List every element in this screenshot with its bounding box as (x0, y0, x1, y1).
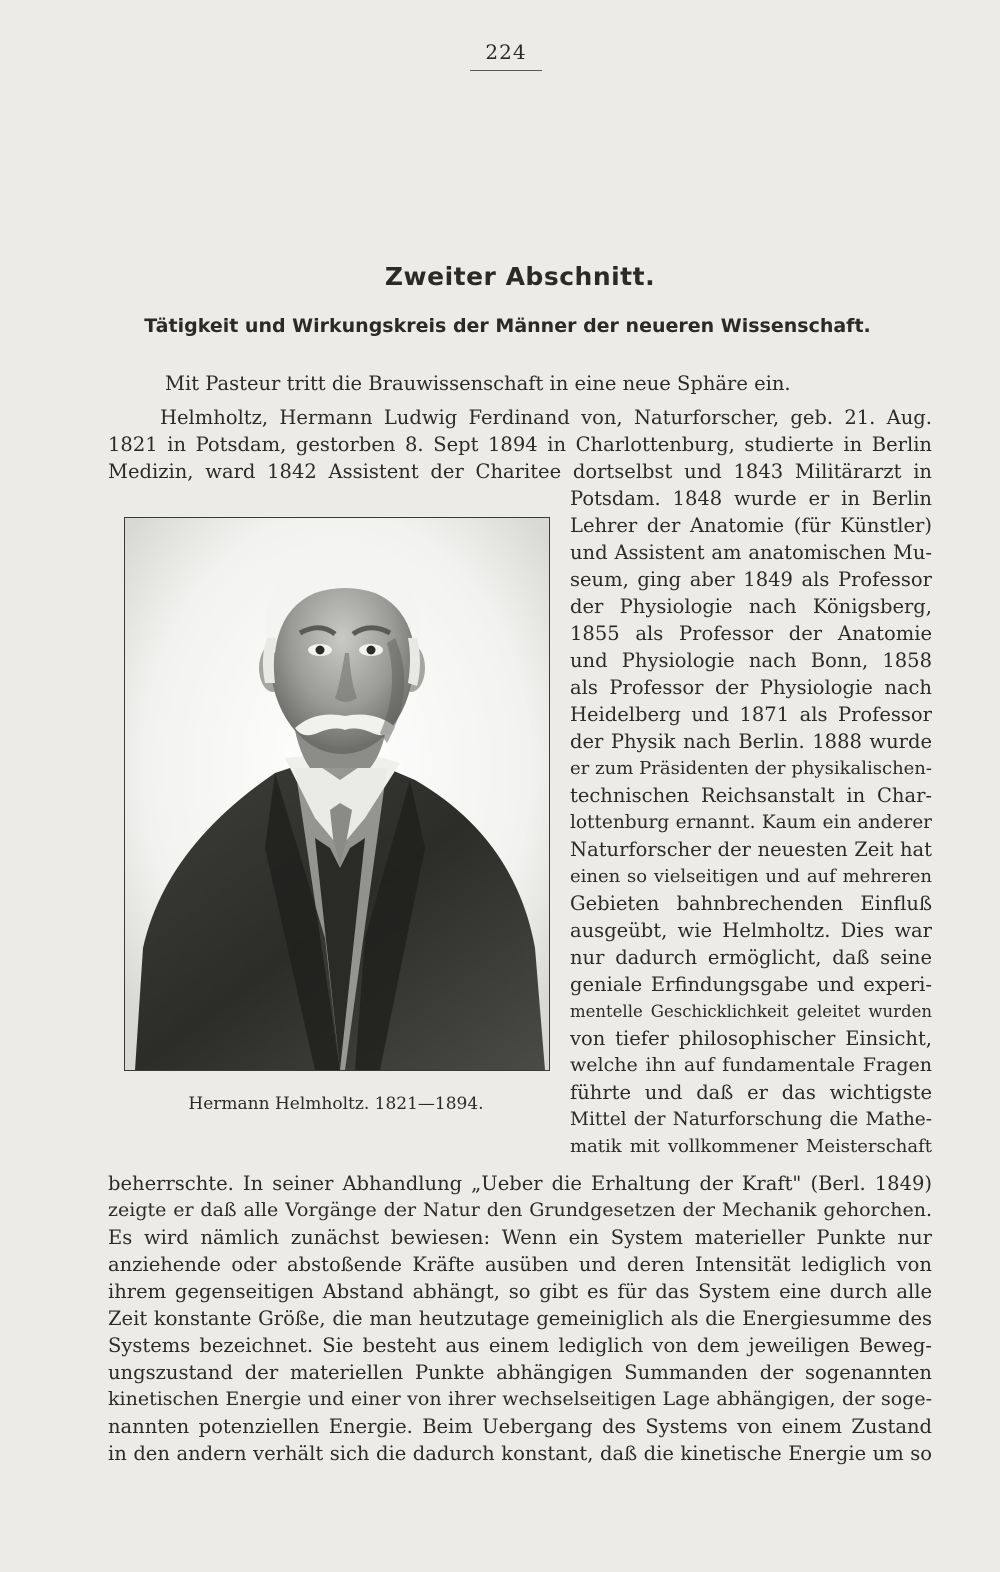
column-line: Gebieten bahnbrechenden Einfluß (570, 892, 932, 915)
column-line: nur dadurch ermöglicht, daß seine (570, 946, 932, 969)
column-line: matik mit vollkommener Meisterschaft (570, 1136, 932, 1157)
column-line: einen so vielseitigen und auf mehreren (570, 866, 932, 887)
paragraph-line: nannten potenziellen Energie. Beim Uebergang des Systems von einem Zustand (108, 1415, 932, 1438)
paragraph-line: in den andern verhält sich die dadurch konstant, daß die kinetische Energie um so (108, 1442, 932, 1465)
paragraph-line: zeigte er daß alle Vorgänge der Natur den Grundgesetzen der Mechanik gehorchen. (108, 1199, 932, 1221)
paragraph-line: 1821 in Potsdam, gestorben 8. Sept 1894 in Charlottenburg, studierte in Berlin (108, 433, 932, 456)
column-line: er zum Präsidenten der physikalischen- (570, 758, 932, 779)
column-line: welche ihn auf fundamentale Fragen (570, 1054, 932, 1076)
column-line: Lehrer der Anatomie (für Künstler) (570, 514, 932, 537)
section-subtitle: Tätigkeit und Wirkungskreis der Männer der neueren Wissenschaft. (144, 315, 871, 337)
column-line: Mittel der Naturforschung die Mathe- (570, 1109, 932, 1130)
portrait-figure (124, 517, 550, 1071)
column-line: Naturforscher der neuesten Zeit hat (570, 838, 932, 861)
paragraph-line: Systems bezeichnet. Sie besteht aus einem lediglich von dem jeweiligen Beweg- (108, 1334, 932, 1357)
paragraph-line: anziehende oder abstoßende Kräfte ausüben und deren Intensität lediglich von (108, 1253, 932, 1276)
column-line: lottenburg ernannt. Kaum ein anderer (570, 812, 932, 833)
column-line: ausgeübt, wie Helmholtz. Dies war (570, 919, 932, 942)
column-line: Potsdam. 1848 wurde er in Berlin (570, 487, 932, 510)
portrait-image (125, 518, 549, 1070)
column-line: führte und daß er das wichtigste (570, 1081, 932, 1104)
paragraph-line: Es wird nämlich zunächst bewiesen: Wenn ein System materieller Punkte nur (108, 1226, 932, 1249)
paragraph-line: Helmholtz, Hermann Ludwig Ferdinand von, Naturforscher, geb. 21. Aug. (160, 406, 932, 429)
paragraph-line: ihrem gegenseitigen Abstand abhängt, so gibt es für das System eine durch alle (108, 1280, 932, 1303)
column-line: technischen Reichsanstalt in Char- (570, 784, 932, 807)
page-number: 224 (470, 40, 542, 71)
column-line: mentelle Geschicklichkeit geleitet wurden (570, 1002, 932, 1021)
paragraph-line: kinetischen Energie und einer von ihrer wechselseitigen Lage abhängigen, der soge- (108, 1388, 932, 1410)
column-line: der Physik nach Berlin. 1888 wurde (570, 730, 932, 753)
column-line: und Assistent am anatomischen Mu- (570, 541, 932, 564)
paragraph-line: Zeit konstante Größe, die man heutzutage gemeiniglich als die Energiesumme des (108, 1307, 932, 1330)
column-line: der Physiologie nach Königsberg, (570, 595, 932, 618)
paragraph-line: beherrschte. In seiner Abhandlung „Ueber die Erhaltung der Kraft" (Berl. 1849) (108, 1172, 932, 1195)
column-line: Heidelberg und 1871 als Professor (570, 703, 932, 726)
column-line: als Professor der Physiologie nach (570, 676, 932, 699)
figure-caption: Hermann Helmholtz. 1821—1894. (188, 1094, 484, 1114)
section-title: Zweiter Abschnitt. (384, 262, 656, 291)
column-line: von tiefer philosophischer Einsicht, (570, 1027, 932, 1050)
paragraph-line: Mit Pasteur tritt die Brauwissenschaft in eine neue Sphäre ein. (165, 372, 791, 395)
paragraph-line: ungszustand der materiellen Punkte abhängigen Summanden der sogenannten (108, 1361, 932, 1384)
paragraph-line: Medizin, ward 1842 Assistent der Charitee dortselbst und 1843 Militärarzt in (108, 460, 932, 483)
column-line: 1855 als Professor der Anatomie (570, 622, 932, 645)
column-line: geniale Erfindungsgabe und experi- (570, 973, 932, 996)
column-line: und Physiologie nach Bonn, 1858 (570, 649, 932, 672)
column-line: seum, ging aber 1849 als Professor (570, 568, 932, 591)
